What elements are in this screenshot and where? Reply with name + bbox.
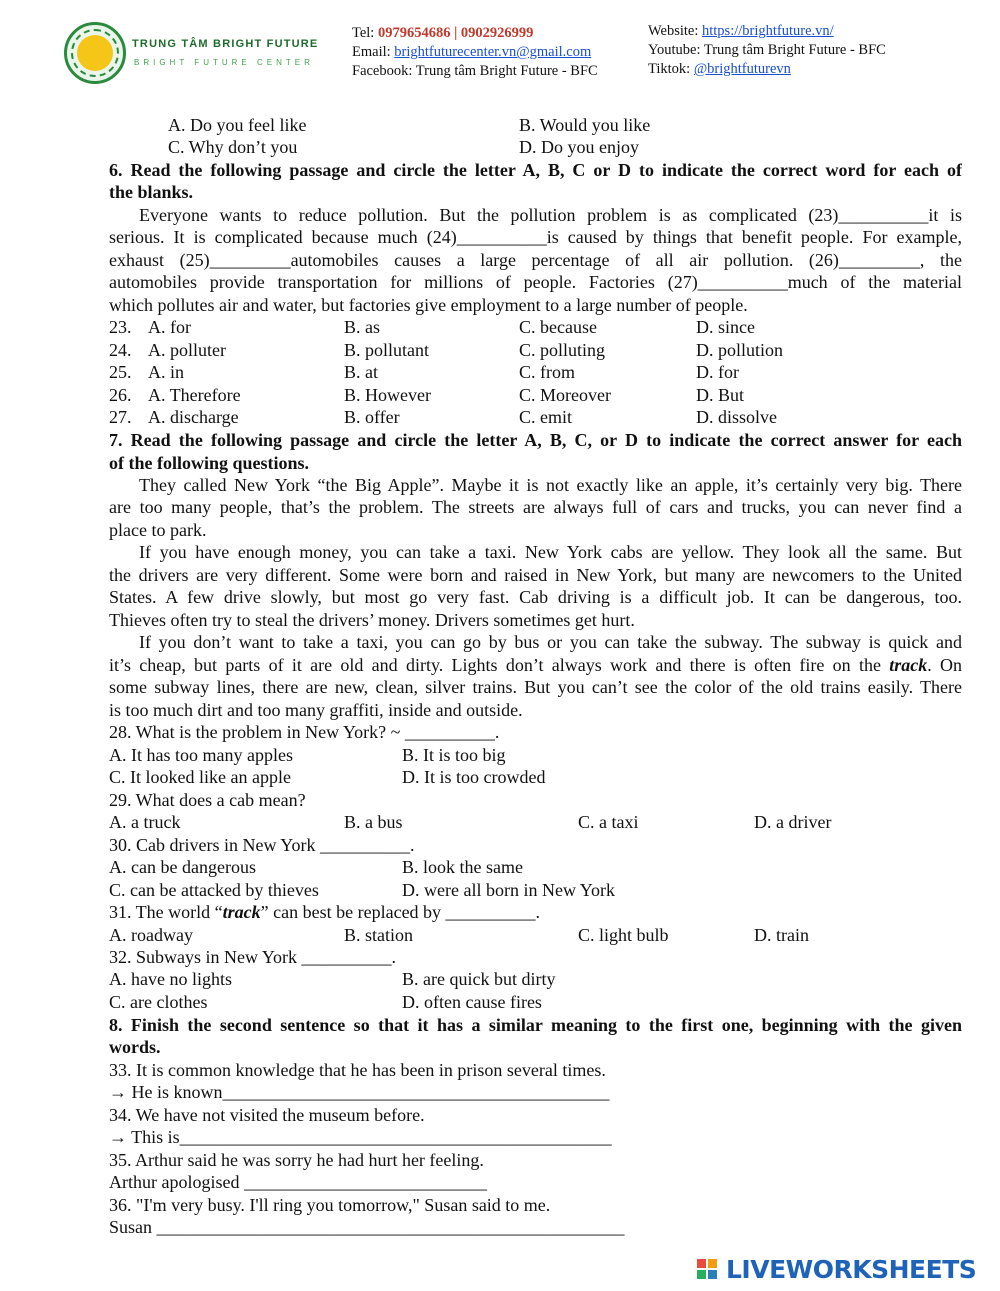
option-b[interactable]: B. However xyxy=(344,385,431,405)
rewrite-answer-36[interactable]: Susan ____________________________________________________ xyxy=(109,1217,625,1237)
option-b[interactable]: B. look the same xyxy=(402,857,523,877)
option-d[interactable]: D. pollution xyxy=(696,340,784,360)
option-c[interactable]: C. light bulb xyxy=(578,925,669,945)
facebook-text: Facebook: Trung tâm Bright Future - BFC xyxy=(352,63,598,79)
logo-square-icon xyxy=(708,1270,717,1279)
option-a[interactable]: A. in xyxy=(148,362,184,382)
rewrite-question-36: 36. "I'm very busy. I'll ring you tomorrow," Susan said to me. xyxy=(109,1195,551,1215)
option-a[interactable]: A. roadway xyxy=(109,925,193,945)
option-b[interactable]: B. at xyxy=(344,362,378,382)
rewrite-question-33: 33. It is common knowledge that he has been in prison several times. xyxy=(109,1060,606,1080)
option-d[interactable]: D. since xyxy=(696,317,755,337)
option-a[interactable]: A. It has too many apples xyxy=(109,745,293,765)
track-emphasis: track xyxy=(222,902,261,922)
question-stem: 29. What does a cab mean? xyxy=(109,790,306,810)
passage7-line: it’s cheap, but parts of it are old and dirty. Lights don’t always work and there is often fire on the track. On xyxy=(109,655,962,675)
option-a[interactable]: A. discharge xyxy=(148,407,239,427)
option-b[interactable]: B. are quick but dirty xyxy=(402,969,556,989)
passage7-line: some subway lines, there are new, clean, silver trains. But you can’t see the color of the old trains easily. There xyxy=(109,677,962,697)
passage6-line: which pollutes air and water, but factories give employment to a large number of people. xyxy=(109,295,748,315)
option-b[interactable]: B. offer xyxy=(344,407,400,427)
option-c[interactable]: C. from xyxy=(519,362,575,382)
option-c[interactable]: C. emit xyxy=(519,407,572,427)
section6-heading-cont: the blanks. xyxy=(109,182,194,202)
rewrite-question-35: 35. Arthur said he was sorry he had hurt her feeling. xyxy=(109,1150,484,1170)
passage7-line: the drivers are very different. Some were born and raised in New York, but many are newcomers to the United xyxy=(109,565,962,585)
option-c[interactable]: C. It looked like an apple xyxy=(109,767,291,787)
track-emphasis: track xyxy=(889,655,928,675)
passage7-line: If you don’t want to take a taxi, you can go by bus or you can take the subway. The subway is quick and xyxy=(139,632,962,652)
passage7-line: They called New York “the Big Apple”. Maybe it is not exactly like an apple, it’s certainly very big. There xyxy=(139,475,962,495)
option-a[interactable]: A. have no lights xyxy=(109,969,232,989)
option-d[interactable]: D. often cause fires xyxy=(402,992,542,1012)
section8-heading-cont: words. xyxy=(109,1037,161,1057)
passage6-line: automobiles provide transportation for millions of people. Factories (27)__________much of the material xyxy=(109,272,962,292)
option-a[interactable]: A. can be dangerous xyxy=(109,857,256,877)
option-c[interactable]: C. Moreover xyxy=(519,385,611,405)
prev-option-c: C. Why don’t you xyxy=(168,137,298,157)
passage6-line: Everyone wants to reduce pollution. But the pollution problem is as complicated (23)__________it is xyxy=(139,205,962,225)
rewrite-answer-33[interactable]: → He is known___________________________________________ xyxy=(109,1082,610,1102)
passage6-line: exhaust (25)_________automobiles causes a large percentage of all air pollution. (26)_________, the xyxy=(109,250,962,270)
question-stem: 32. Subways in New York __________. xyxy=(109,947,397,967)
passage7-line: States. A few drive slowly, but most go very fast. Cab driving is a difficult job. It can be dangerous, too. xyxy=(109,587,962,607)
option-a[interactable]: A. Therefore xyxy=(148,385,241,405)
section7-heading: 7. Read the following passage and circle the letter A, B, C, or D to indicate the correct answer for each xyxy=(109,430,962,450)
section6-heading: 6. Read the following passage and circle the letter A, B, C or D to indicate the correct word for each of xyxy=(109,160,962,180)
social-column: Website: https://brightfuture.vn/ Youtube: Trung tâm Bright Future - BFC Tiktok: @brightfuturevn xyxy=(648,23,886,77)
section7-heading-cont: of the following questions. xyxy=(109,453,310,473)
email-link[interactable]: brightfuturecenter.vn@gmail.com xyxy=(394,44,592,60)
option-d[interactable]: D. dissolve xyxy=(696,407,777,427)
youtube-text: Youtube: Trung tâm Bright Future - BFC xyxy=(648,42,886,58)
option-a[interactable]: A. polluter xyxy=(148,340,226,360)
tiktok-link[interactable]: @brightfuturevn xyxy=(693,61,791,77)
logo-square-icon xyxy=(708,1259,717,1268)
bright-future-logo xyxy=(64,22,126,84)
option-b[interactable]: B. as xyxy=(344,317,380,337)
option-c[interactable]: C. are clothes xyxy=(109,992,208,1012)
section8-heading: 8. Finish the second sentence so that it has a similar meaning to the first one, beginning with the given xyxy=(109,1015,962,1035)
option-b[interactable]: B. a bus xyxy=(344,812,403,832)
option-c[interactable]: C. because xyxy=(519,317,597,337)
rewrite-answer-34[interactable]: → This is________________________________________________ xyxy=(109,1127,612,1147)
passage7-line: If you have enough money, you can take a taxi. New York cabs are yellow. They look all the same. But xyxy=(139,542,962,562)
option-d[interactable]: D. were all born in New York xyxy=(402,880,615,900)
center-name: TRUNG TÂM BRIGHT FUTURE xyxy=(132,38,319,50)
option-d[interactable]: D. It is too crowded xyxy=(402,767,546,787)
option-a[interactable]: A. a truck xyxy=(109,812,181,832)
passage7-line: place to park. xyxy=(109,520,207,540)
option-b[interactable]: B. pollutant xyxy=(344,340,429,360)
prev-option-b: B. Would you like xyxy=(519,115,651,135)
option-c[interactable]: C. polluting xyxy=(519,340,606,360)
question-stem: 30. Cab drivers in New York __________. xyxy=(109,835,415,855)
passage6-line: serious. It is complicated because much (24)__________is caused by things that benefit people. For example, xyxy=(109,227,962,247)
rewrite-answer-35[interactable]: Arthur apologised ___________________________ xyxy=(109,1172,487,1192)
option-d[interactable]: D. a driver xyxy=(754,812,832,832)
center-subtitle: BRIGHT FUTURE CENTER xyxy=(134,58,314,67)
liveworksheets-brand: LIVEWORKSHEETS xyxy=(726,1255,977,1284)
option-d[interactable]: D. But xyxy=(696,385,745,405)
question-stem: 31. The world “track” can best be replaced by __________. xyxy=(109,902,541,922)
option-b[interactable]: B. station xyxy=(344,925,414,945)
prev-option-d: D. Do you enjoy xyxy=(519,137,639,157)
question-stem: 28. What is the problem in New York? ~ __________. xyxy=(109,722,500,742)
passage7-line: are too many people, that’s the problem. The streets are always full of cars and trucks, you can never find a xyxy=(109,497,962,517)
phone-numbers: 0979654686 | 0902926999 xyxy=(377,25,534,41)
logo-square-icon xyxy=(697,1259,706,1268)
option-c[interactable]: C. can be attacked by thieves xyxy=(109,880,319,900)
passage7-line: is too much dirt and too many graffiti, inside and outside. xyxy=(109,700,523,720)
contact-column: Tel: 0979654686 | 0902926999 Email: brightfuturecenter.vn@gmail.com Facebook: Trung tâm Bright Future - BFC xyxy=(352,25,598,79)
logo-square-icon xyxy=(697,1270,706,1279)
option-d[interactable]: D. for xyxy=(696,362,739,382)
rewrite-question-34: 34. We have not visited the museum before. xyxy=(109,1105,425,1125)
option-d[interactable]: D. train xyxy=(754,925,809,945)
option-b[interactable]: B. It is too big xyxy=(402,745,506,765)
prev-option-a: A. Do you feel like xyxy=(168,115,307,135)
website-link[interactable]: https://brightfuture.vn/ xyxy=(702,23,834,39)
passage7-line: Thieves often try to steal the drivers’ money. Drivers sometimes get hurt. xyxy=(109,610,635,630)
page-header xyxy=(0,0,1000,110)
option-c[interactable]: C. a taxi xyxy=(578,812,639,832)
option-a[interactable]: A. for xyxy=(148,317,191,337)
